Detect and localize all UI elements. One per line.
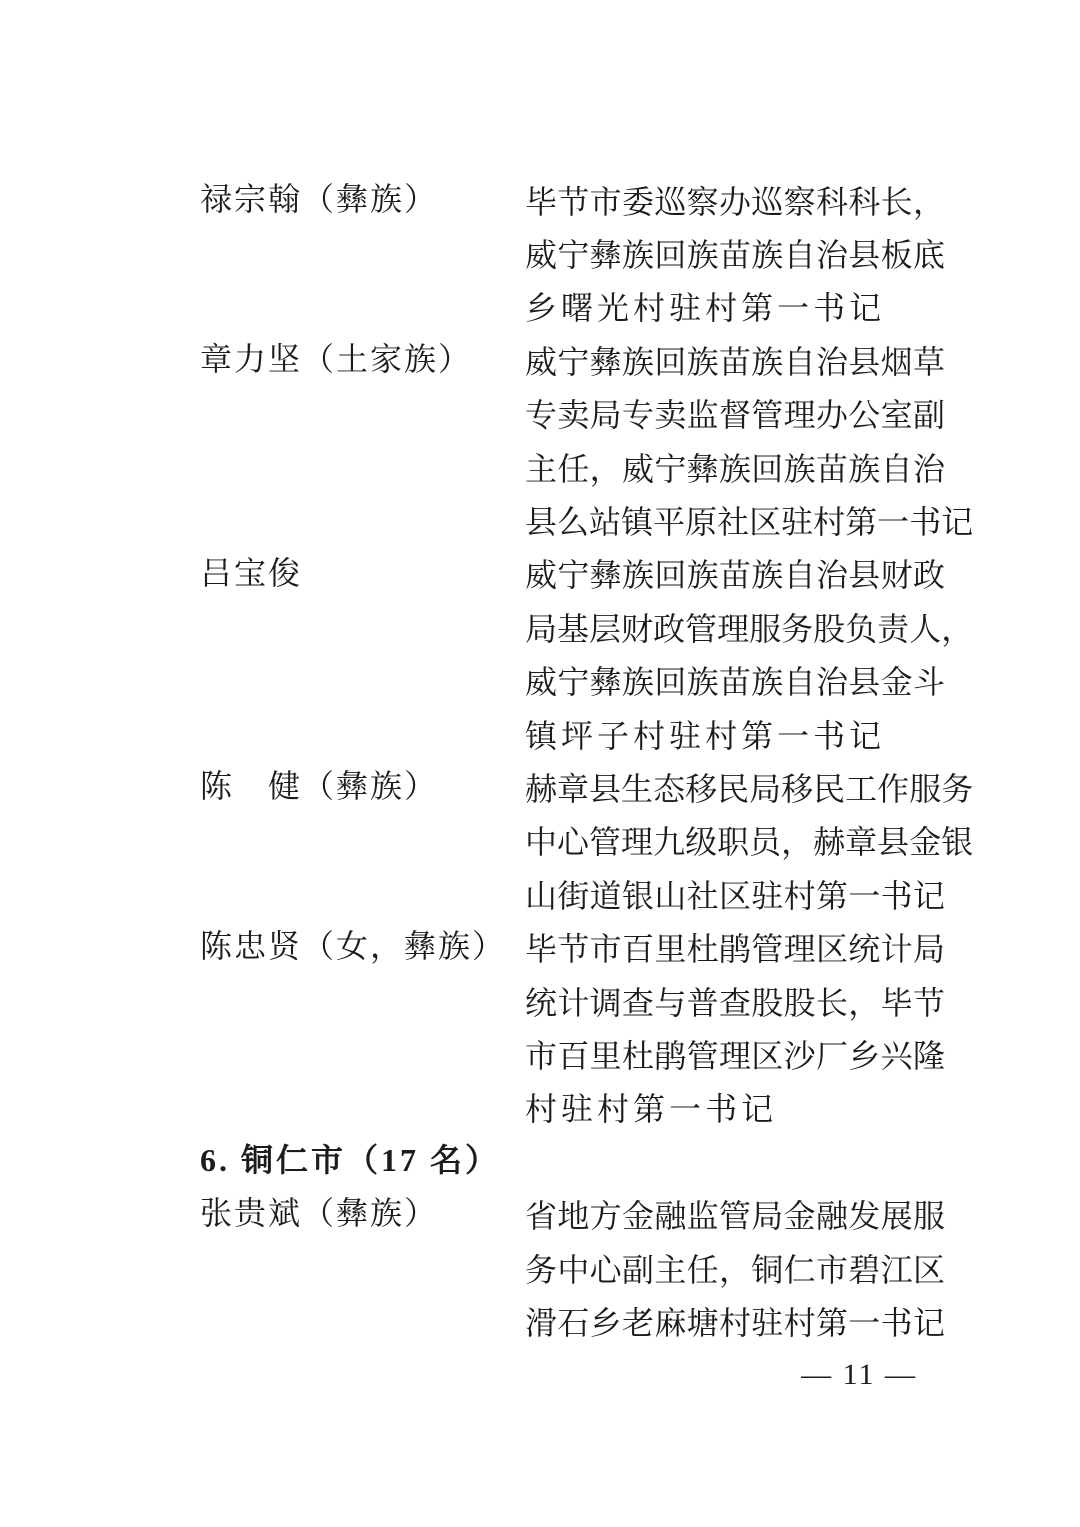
- position-line: 市 百 里 杜 鹃 管 理 区 沙 厂 乡 兴 隆: [525, 1037, 945, 1074]
- person-name: 吕宝俊: [200, 554, 303, 591]
- position-line: 威 宁 彝 族 回 族 苗 族 自 治 县 金 斗: [525, 664, 945, 701]
- person-position: [525, 1187, 945, 1347]
- section-header: 6. 铜仁市（17 名）: [200, 1142, 501, 1179]
- roster: [200, 173, 974, 1348]
- position-line: 赫 章 县 生 态 移 民 局 移 民 工 作 服 务: [525, 770, 974, 807]
- person-position: [525, 173, 945, 333]
- person-name: 禄宗翰（彝族）: [200, 181, 439, 217]
- person-name: 陈 健（彝族）: [200, 768, 439, 805]
- position-line: 毕 节 市 百 里 杜 鹃 管 理 区 统 计 局: [525, 931, 945, 968]
- position-line: 山 街 道 银 山 社 区 驻 村 第 一 书 记: [525, 877, 945, 914]
- roster-entry: [200, 760, 974, 920]
- person-position: [525, 760, 974, 920]
- position-line: 局 基 层 财 政 管 理 服 务 股 负 责 人 ，: [525, 610, 974, 647]
- position-line: 中 心 管 理 九 级 职 员 ， 赫 章 县 金 银: [525, 824, 974, 861]
- position-line: 主 任 ， 威 宁 彝 族 回 族 苗 族 自 治: [525, 450, 945, 487]
- roster-entry: [200, 1187, 945, 1347]
- person-position: [525, 547, 974, 761]
- roster-entry: [200, 173, 945, 333]
- person-name: 张贵斌（彝族）: [200, 1195, 439, 1232]
- roster-entry: [200, 920, 945, 1134]
- position-line: 威 宁 彝 族 回 族 苗 族 自 治 县 板 底: [525, 237, 945, 274]
- position-line: 统 计 调 查 与 普 查 股 股 长 ， 毕 节: [525, 984, 945, 1021]
- person-position: [525, 920, 945, 1134]
- person-name: 章力坚（土家族）: [200, 341, 473, 378]
- roster-entry: [200, 333, 974, 547]
- position-line: 专 卖 局 专 卖 监 督 管 理 办 公 室 副: [525, 397, 945, 434]
- position-line: 镇 坪 子 村 驻 村 第 一 书 记: [525, 717, 882, 754]
- person-position: [525, 333, 974, 547]
- page-number: — 11 —: [801, 1357, 917, 1391]
- position-line: 省 地 方 金 融 监 管 局 金 融 发 展 服: [525, 1198, 945, 1235]
- position-line: 县 么 站 镇 平 原 社 区 驻 村 第 一 书 记: [525, 504, 974, 541]
- position-line: 村 驻 村 第 一 书 记: [525, 1091, 774, 1128]
- roster-entry: [200, 547, 974, 761]
- person-name: 陈忠贤（女，彝族）: [200, 928, 507, 965]
- position-line: 乡 曙 光 村 驻 村 第 一 书 记: [525, 290, 882, 327]
- position-line: 务 中 心 副 主 任 ， 铜 仁 市 碧 江 区: [525, 1251, 945, 1288]
- position-line: 毕 节 市 委 巡 察 办 巡 察 科 科 长 ，: [525, 183, 945, 220]
- position-line: 威 宁 彝 族 回 族 苗 族 自 治 县 烟 草: [525, 343, 945, 380]
- document-content: [200, 173, 974, 1401]
- position-line: 威 宁 彝 族 回 族 苗 族 自 治 县 财 政: [525, 557, 945, 594]
- position-line: 滑 石 乡 老 麻 塘 村 驻 村 第 一 书 记: [525, 1304, 945, 1341]
